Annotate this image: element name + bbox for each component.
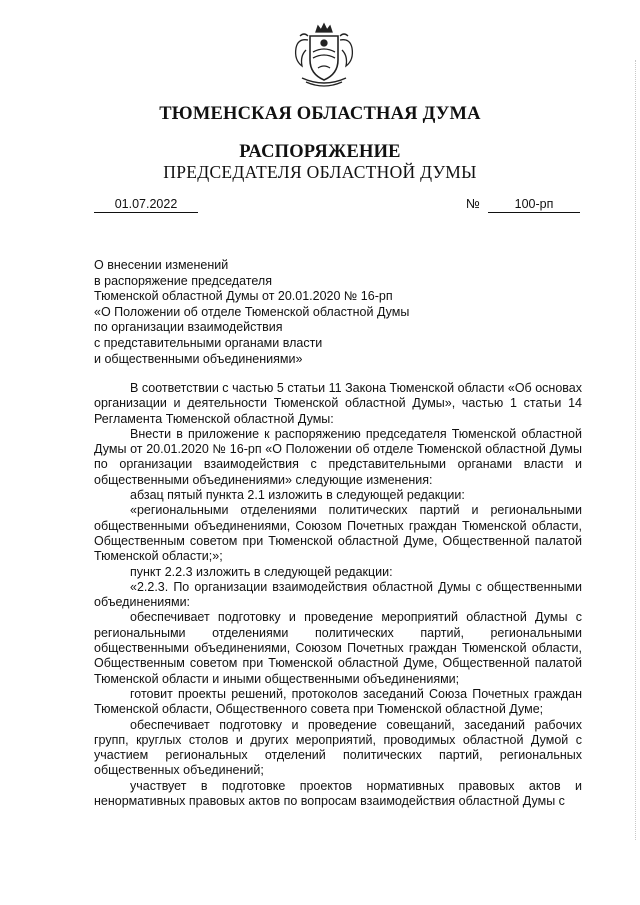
subject-line: «О Положении об отделе Тюменской областной Думы [94,304,410,319]
number-sign: № [466,196,480,211]
body-paragraph: пункт 2.2.3 изложить в следующей редакции: [130,564,393,579]
body-paragraph: участвует в подготовке проектов нормативных правовых актов и ненормативных правовых актов по вопросам взаимодействия областной Думы с [94,778,582,809]
document-body [94,381,582,809]
body-paragraph: «региональными отделениями политических партий и региональными общественными объединениями, Союзом Почетных граждан Тюменской области, Общественным советом при Тюменской областной Думе, Общественной палатой Тюменской области;»; [94,503,582,564]
subject-line: в распоряжение председателя [94,273,272,288]
subject-line: и общественными объединениями» [94,351,303,366]
subject-block [94,258,454,367]
coat-of-arms-emblem-icon [288,22,360,88]
subject-line: с представительными органами власти [94,335,323,350]
subject-line: Тюменской областной Думы от 20.01.2020 № 16-рп [94,289,393,304]
organization-title: ТЮМЕНСКАЯ ОБЛАСТНАЯ ДУМА [159,104,481,124]
subject-line: О внесении изменений [94,258,229,272]
body-paragraph: «2.2.3. По организации взаимодействия областной Думы с общественными объединениями: [94,579,582,610]
body-paragraph: обеспечивает подготовку и проведение мероприятий областной Думы с региональными отделениями политических партий, региональными общественными объединениями, Союзом Почетных граждан Тюменской области, Общественным советом при Тюменской областной Думе, Общественной палатой Тюменской области и иными общественными объединениями; [94,610,582,686]
document-number: 100-рп [488,197,580,213]
document-date: 01.07.2022 [94,197,198,213]
body-paragraph: Внести в приложение к распоряжению председателя Тюменской областной Думы от 20.01.2020 № 16-рп «О Положении об отделе Тюменской областной Думы по организации взаимодействия с представительными органами власти и общественными объединениями» следующие изменения: [94,426,582,487]
scan-margin-divider [634,60,636,840]
body-paragraph: абзац пятый пункта 2.1 изложить в следующей редакции: [130,488,465,503]
body-paragraph: обеспечивает подготовку и проведение совещаний, заседаний рабочих групп, круглых столов и других мероприятий, проводимых областной Думой с участием региональных отделений политических партий, региональных общественных объединений; [94,717,582,778]
body-paragraph: готовит проекты решений, протоколов заседаний Союза Почетных граждан Тюменской области, Общественного совета при Тюменской областной Думе; [94,686,582,717]
document-subtitle: ПРЕДСЕДАТЕЛЯ ОБЛАСТНОЙ ДУМЫ [163,162,477,182]
document-type-title: РАСПОРЯЖЕНИЕ [239,142,401,162]
subject-line: по организации взаимодействия [94,320,283,335]
body-paragraph: В соответствии с частью 5 статьи 11 Закона Тюменской области «Об основах организации и деятельности Тюменской областной Думы», частью 1 статьи 14 Регламента Тюменской областной Думы: [94,381,582,426]
